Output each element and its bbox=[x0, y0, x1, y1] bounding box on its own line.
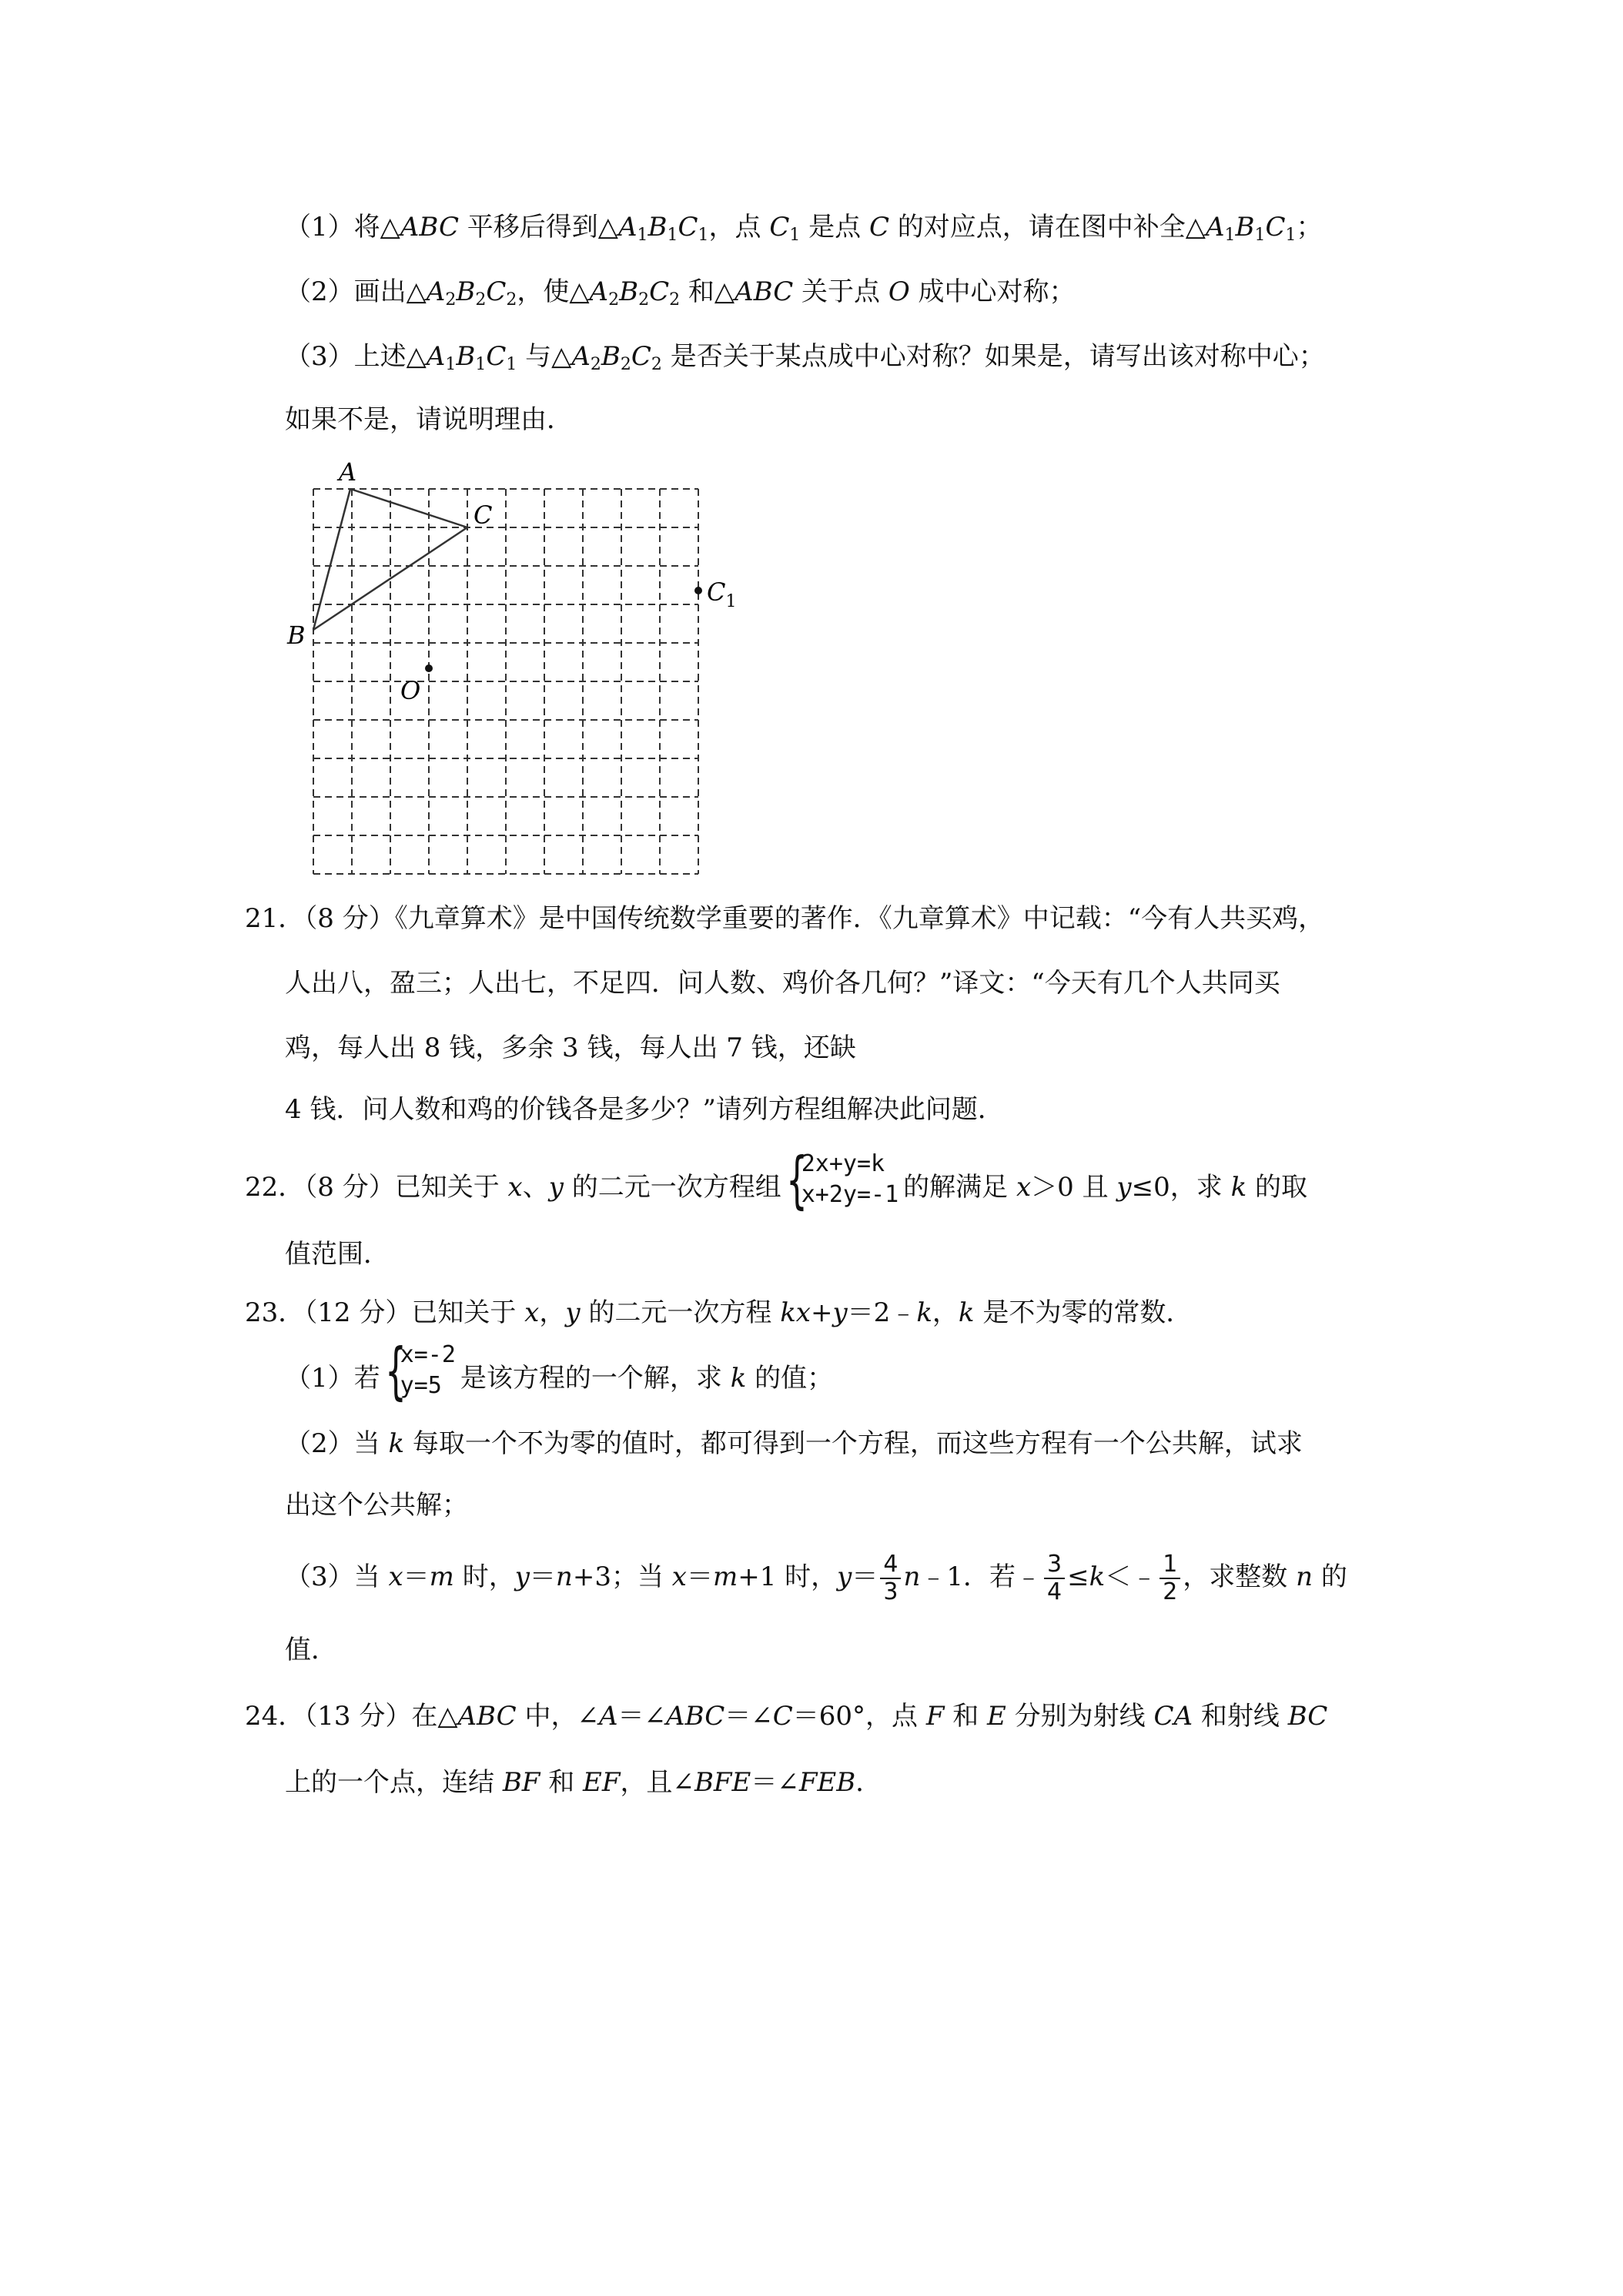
fraction-1-2: $\frac{1}{2}$ bbox=[1160, 1551, 1180, 1605]
q22-equation-system: { 2x+y=k x+2y=-1 bbox=[785, 1144, 899, 1216]
point-o bbox=[425, 664, 433, 672]
q23-part2-line2: 出这个公共解； bbox=[285, 1490, 468, 1521]
label-o: O bbox=[400, 676, 421, 705]
q21-line1: 21．（8 分）《九章算术》是中国传统数学重要的著作．《九章算术》中记载：“今有人共买鸡， bbox=[245, 903, 1325, 934]
q23-part3-line2: 值． bbox=[285, 1635, 337, 1665]
fraction-3-4: $\frac{3}{4}$ bbox=[1044, 1551, 1065, 1605]
q20-part1: （1）将△ABC 平移后得到$\triangle A_1B_1C_1$，点 $C_1$ 是点 C 的对应点，请在图中补全$\triangle A_1B_1C_1$； bbox=[285, 212, 1323, 245]
grid-lines bbox=[313, 489, 698, 874]
label-a: A bbox=[339, 462, 357, 487]
q20-part2: （2）画出$\triangle A_2B_2C_2$，使$\triangle A_2B_2C_2$ 和△ABC 关于点 O 成中心对称； bbox=[285, 276, 1076, 310]
q20-part3-line2: 如果不是，请说明理由． bbox=[285, 404, 573, 435]
label-c: C bbox=[474, 500, 493, 530]
q20-part3-line1: （3）上述$\triangle A_1B_1C_1$ 与$\triangle A_2B_2C_2$ 是否关于某点成中心对称？如果是，请写出该对称中心； bbox=[285, 341, 1325, 374]
q22-eq2: x+2y=-1 bbox=[801, 1181, 899, 1208]
q23-part2-line1: （2）当 k 每取一个不为零的值时，都可得到一个方程，而这些方程有一个公共解，试求 bbox=[285, 1428, 1303, 1459]
q21-line3: 鸡，每人出 8 钱，多余 3 钱，每人出 7 钱，还缺 bbox=[285, 1033, 856, 1063]
q23-eq2: y=5 bbox=[400, 1372, 442, 1399]
grid-figure bbox=[285, 462, 747, 893]
fraction-4-3: $\frac{4}{3}$ bbox=[880, 1551, 901, 1605]
q23-eq1: x=-2 bbox=[400, 1341, 456, 1368]
q21-line4: 4 钱．问人数和鸡的价钱各是多少？”请列方程组解决此问题． bbox=[285, 1094, 1004, 1125]
q21-line2: 人出八，盈三；人出七，不足四．问人数、鸡价各几何？”译文：“今天有几个人共同买 bbox=[285, 968, 1280, 999]
q22-eq1: 2x+y=k bbox=[801, 1150, 885, 1177]
q24-line1: 24．（13 分）在△ABC 中，∠A＝∠ABC＝∠C＝60°，点 F 和 E 分别为射线 CA 和射线 BC bbox=[245, 1701, 1328, 1732]
label-c1: $C_1$ bbox=[707, 577, 737, 611]
q23-part3-line1: （3）当 x＝m 时，y＝n+3；当 x＝m+1 时，y＝ $\frac{4}{3}$ n﹣1．若﹣ $\frac{3}{4}$ ≤k＜﹣ $\frac{1}{2}$ ，求整数 n 的 bbox=[285, 1551, 1347, 1605]
q22-line2: 值范围． bbox=[285, 1239, 390, 1270]
q23-solution-system: { x=-2 y=5 bbox=[384, 1335, 456, 1407]
q23-part1: （1）若 { x=-2 y=5 是该方程的一个解，求 k 的值； bbox=[285, 1340, 833, 1420]
q24-line2: 上的一个点，连结 BF 和 EF，且∠BFE＝∠FEB． bbox=[285, 1767, 882, 1798]
label-b: B bbox=[287, 621, 306, 650]
q22-line1: 22．（8 分）已知关于 x、y 的二元一次方程组 { 2x+y=k x+2y=-1 的解满足 x＞0 且 y≤0，求 k 的取 bbox=[245, 1149, 1307, 1229]
q23-stem: 23．（12 分）已知关于 x，y 的二元一次方程 kx+y＝2﹣k，k 是不为零的常数． bbox=[245, 1297, 1193, 1328]
segment-ac bbox=[350, 489, 467, 527]
point-c1 bbox=[694, 587, 702, 594]
